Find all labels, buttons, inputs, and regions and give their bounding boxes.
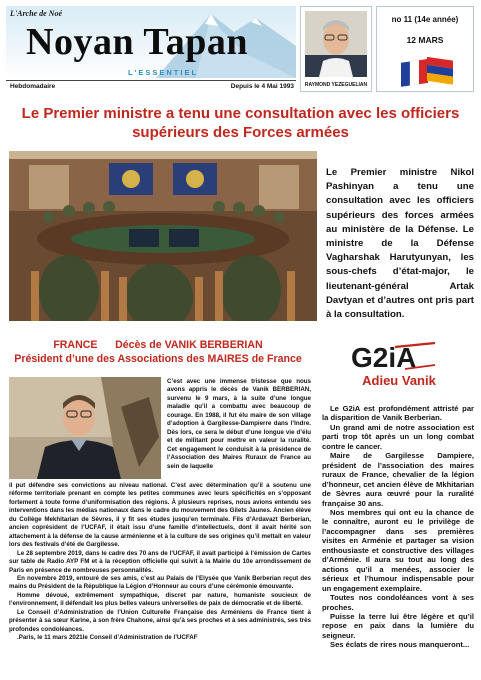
g2ia-paragraph: Puisse la terre lui être légère et qu’il repose en paix dans la lumière du seigneur.	[322, 611, 474, 640]
vanik-photo	[9, 377, 161, 479]
masthead-tagline: L'Arche de Noé	[10, 9, 62, 18]
masthead-frequency: Hebdomadaire	[10, 83, 56, 90]
meeting-photo	[9, 151, 317, 321]
masthead-title: Noyan Tapan	[26, 21, 249, 63]
g2ia-article-body	[322, 404, 474, 650]
portrait-box	[300, 6, 372, 92]
portrait-caption: RAYMOND YEZEGUELIAN	[304, 82, 368, 88]
g2ia-paragraph: Toutes nos condoléances vont à ses proches.	[322, 593, 474, 612]
obituary-paragraph: Le 28 septembre 2019, dans le cadre des 70 ans de l’UCFAF, il avait participé à l’émission de Cartes sur table de Radio AYP FM et à la réception officielle qui suivit à la Mairie du 10e arrondissement de Paris en présence de nombreuses personnalités.	[9, 549, 311, 574]
obituary-lead-text: C’est avec une immense tristesse que nous avons appris le décès de Vanik BERBERIAN, survenu le 9 mars, à la suite d’une longue maladie qu’il a combattu avec beaucoup de courage. En 1988, il fut élu maire de son village d’adoption à Gargilesse-Dampierre dans l’Indre. Dès lors, ce sera le début d’une longue vie d’élu et de militant pour mettre en valeur la ruralité. Cet engagement le conduisit à la présidence de l’Association des Maires Ruraux de France au sein de laquelle	[167, 378, 311, 470]
obituary-paragraph: il put défendre ses convictions au niveau national. C’est avec détermination qu’il a soutenu une réforme territoriale prenant en compte les petites communes avec leurs spécificités en s’opposant fortement à toute forme d’uniformisation des régions. À plusieurs reprises, nous avions entendu ses interventions dans les médias nationaux dans le cadre du mouvement des Gilets Jaunes. Ancien élève du Collège Mekhitarian de Sèvres, il y fit ses études jusqu’en terminale. Fils d’Ardavazt Berberian, ancien coprésident de l’UCFAF, il était issu d’une famille d’intellectuels, dont il avait hérité son attachement à la défense de la cause arménienne et à la culture de ses origines qu’il mettait en valeur lors des festivals d’été de Gargilesse.	[9, 482, 311, 549]
main-headline-line1: Le Premier ministre a tenu une consultation avec les officiers	[21, 105, 460, 122]
g2ia-title: Adieu Vanik	[362, 373, 436, 388]
g2ia-paragraph: Nos membres qui ont eu la chance de le connaître, auront eu le privilège de l’accompagner dans ses premières visites en Arménie et partager sa vision enthousiaste et constructive des villages d’Arménie. Il aura su tout au long des actions qu’il a menées, associer le sérieux et l’humour indispensable pour un engagement exemplaire.	[322, 507, 474, 593]
issue-box	[376, 6, 474, 92]
portrait-photo	[305, 11, 367, 77]
main-headline-line2: supérieurs des Forces armées	[132, 124, 349, 141]
g2ia-logo-text: G2iA	[351, 342, 417, 371]
obituary-subheading: Président d’une des Associations des MAIRES de France	[14, 353, 302, 365]
masthead-since: Depuis le 4 Mai 1993	[230, 83, 294, 90]
issue-number: no 11 (14e année)	[391, 15, 459, 24]
masthead-divider	[6, 80, 296, 81]
g2ia-paragraph: Ses éclats de rires nous manqueront...	[330, 640, 470, 650]
main-headline	[10, 104, 471, 142]
obituary-paragraph: Homme dévoué, extrêmement sympathique, discret par nature, humaniste soucieux de l’environnement, il défendait les plus belles valeurs universelles de paix de démocratie et de liberté.	[9, 591, 311, 608]
g2ia-logo	[349, 341, 439, 371]
masthead-subtitle: L'ESSENTIEL	[128, 68, 199, 77]
g2ia-paragraph: Un grand ami de notre association est parti trop tôt après un un long combat contre le cancer.	[322, 422, 474, 451]
france-armenia-flags-icon	[399, 51, 455, 87]
masthead	[6, 6, 296, 92]
issue-date: 12 MARS	[406, 35, 444, 45]
obituary-paragraph: Le Conseil d’Administration de l’Union Culturelle Française des Arméniens de France tient à présenter à sa sœur Karine, à son frère Chahone, ainsi qu’à ses proches et à ses administrés, ses très profondes condoléances.	[9, 608, 311, 633]
meeting-article-text: Le Premier ministre Nikol Pashinyan a tenu une consultation avec les officiers supérieurs des forces armées au ministère de la Défense. Le ministre de la Défense Vagharshak Harutyunyan, les sous-chefs d’état-major, le lieutenant-général Artak Davtyan et d’autres ont pris part à la consultation.	[326, 167, 474, 321]
obituary-heading: FRANCE Décès de VANIK BERBERIAN	[53, 339, 263, 351]
g2ia-paragraph: Le G2iA est profondément attristé par la disparition de Vanik Berberian.	[322, 404, 474, 423]
obituary-signature: .Paris, le 11 mars 2021le Conseil d’Administration de l’UCFAF	[17, 634, 198, 642]
obituary-paragraph: En novembre 2019, entouré de ses amis, c’est au Palais de l’Elysée que Vanik Berberian reçut des mains du Président de la République la Légion d’Honneur au cours d’une cérémonie émouvante.	[9, 574, 311, 591]
obituary-body	[9, 482, 311, 643]
g2ia-paragraph: Maire de Gargilesse Dampiere, président de l’association des maires ruraux de France, chevalier de la légion d’honneur, cet ancien élève de Mkhitarian de Sèvres aura œuvré pour la ruralité française 30 ans.	[322, 451, 474, 508]
